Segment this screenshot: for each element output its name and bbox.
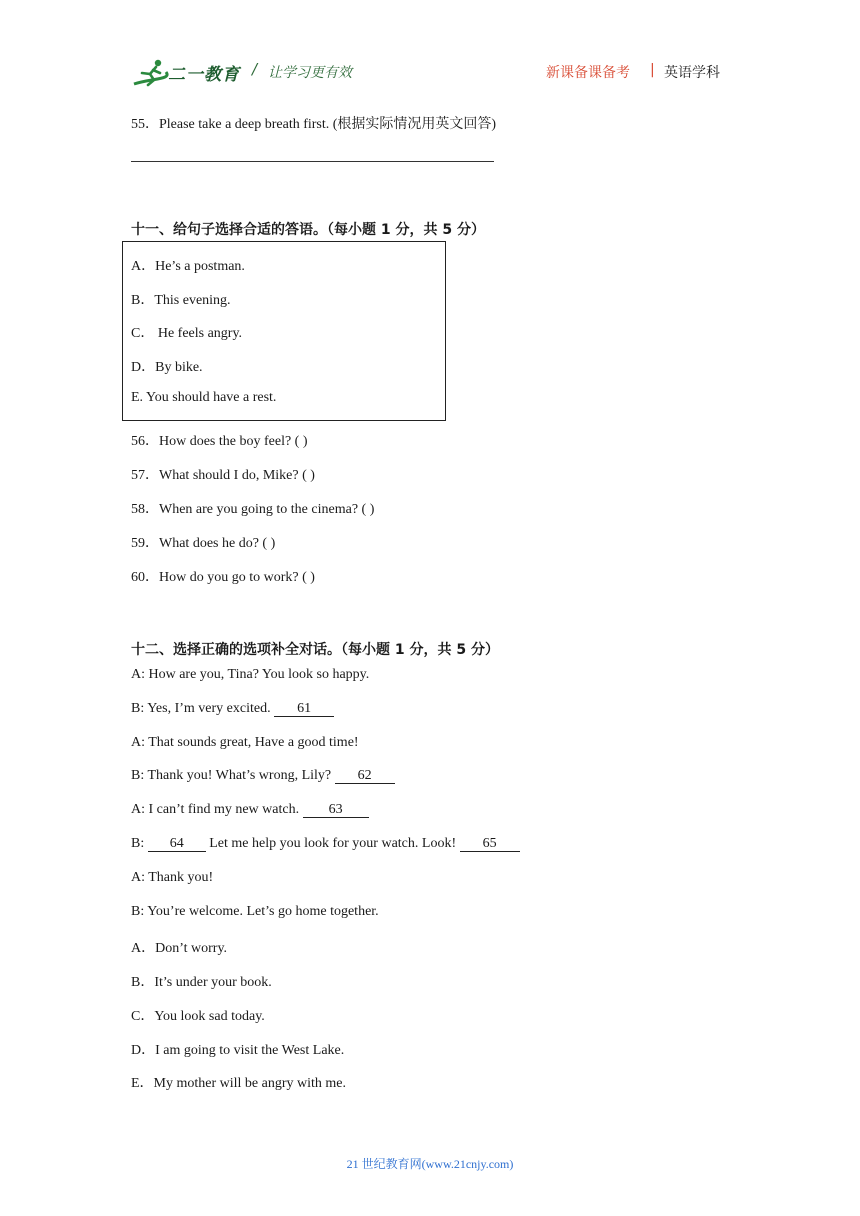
s12-option-b: B．It’s under your book.: [131, 975, 272, 990]
question-58[interactable]: 58．When are you going to the cinema? ( ): [131, 502, 375, 517]
blank-61[interactable]: 61: [274, 701, 334, 717]
dialog-line-2-text: B: Yes, I’m very excited.: [131, 701, 275, 716]
header-subject: 英语学科: [664, 65, 720, 81]
section-12-title: 十二、选择正确的选项补全对话。（每小题 1 分，共 5 分）: [131, 642, 499, 658]
blank-63[interactable]: 63: [303, 802, 369, 818]
dialog-line-7: A: Thank you!: [131, 870, 214, 885]
header-slash: /: [252, 60, 258, 78]
dialog-line-6-text: B:: [131, 836, 148, 851]
dialog-line-4-text: B: Thank you! What’s wrong, Lily?: [131, 768, 335, 783]
blank-62[interactable]: 62: [335, 768, 395, 784]
logo-text: 二一教育: [168, 65, 240, 85]
dialog-line-4: [131, 768, 395, 784]
s12-option-c: C．You look sad today.: [131, 1009, 265, 1024]
blank-64[interactable]: 64: [148, 836, 206, 852]
s11-option-b: B．This evening.: [131, 293, 231, 308]
footer-link[interactable]: 21 世纪教育网(www.21cnjy.com): [346, 1157, 514, 1171]
dialog-line-6: [131, 836, 520, 852]
section-11-title: 十一、给句子选择合适的答语。（每小题 1 分，共 5 分）: [131, 222, 485, 238]
question-56[interactable]: 56．How does the boy feel? ( ): [131, 434, 308, 449]
question-60[interactable]: 60．How do you go to work? ( ): [131, 570, 315, 585]
s11-option-d: D．By bike.: [131, 360, 203, 375]
header-tag: 新课备课备考: [546, 65, 630, 81]
header-separator: |: [650, 62, 655, 78]
header-slogan: 让学习更有效: [268, 65, 352, 81]
dialog-line-6-mid: Let me help you look for your watch. Look!: [205, 836, 460, 851]
s11-option-e: E. You should have a rest.: [131, 390, 277, 405]
dialog-line-8: B: You’re welcome. Let’s go home together.: [131, 904, 379, 919]
s12-option-e: E．My mother will be angry with me.: [131, 1076, 347, 1091]
dialog-line-1: A: How are you, Tina? You look so happy.: [131, 667, 370, 682]
question-59[interactable]: 59．What does he do? ( ): [131, 536, 276, 551]
question-57[interactable]: 57．What should I do, Mike? ( ): [131, 468, 315, 483]
blank-65[interactable]: 65: [460, 836, 520, 852]
answer-line[interactable]: [131, 161, 494, 162]
dialog-line-5: [131, 802, 369, 818]
s11-option-a: A．He’s a postman.: [131, 259, 245, 274]
s11-option-c: C． He feels angry.: [131, 326, 243, 341]
question-55: 55．Please take a deep breath first. (根据实际情况用英文回答): [131, 117, 497, 132]
s12-option-a: A．Don’t worry.: [131, 941, 228, 956]
dialog-line-3: A: That sounds great, Have a good time!: [131, 735, 359, 750]
dialog-line-5-text: A: I can’t find my new watch.: [131, 802, 303, 817]
s12-option-d: D．I am going to visit the West Lake.: [131, 1043, 345, 1058]
dialog-line-2: [131, 701, 334, 717]
